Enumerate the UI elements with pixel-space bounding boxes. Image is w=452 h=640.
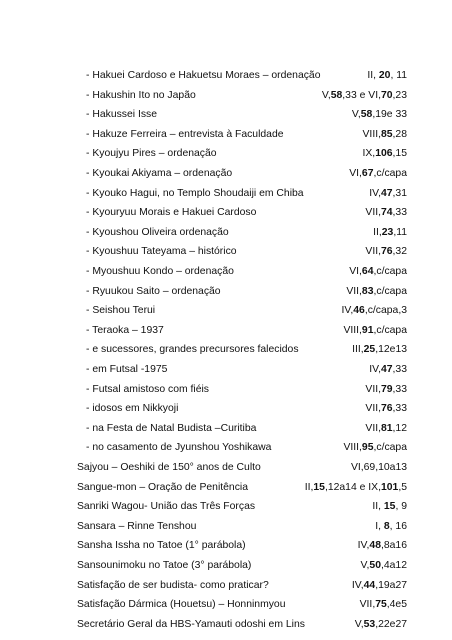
reference-text: VII, <box>365 403 381 415</box>
reference-text: IV, <box>341 305 354 317</box>
index-entry <box>0 576 452 596</box>
reference-text: III, <box>352 344 364 356</box>
index-entry <box>0 478 452 498</box>
index-entry <box>0 419 452 439</box>
reference-number: 79 <box>380 383 393 395</box>
reference-text: VII, <box>365 207 381 219</box>
reference-text: ,4e5 <box>386 599 407 611</box>
reference-text: ,23 <box>392 89 407 101</box>
reference-text: IV, <box>357 540 370 552</box>
reference-number: 25 <box>363 344 376 356</box>
entry-reference <box>365 419 407 439</box>
reference-text: ,22e27 <box>375 618 407 630</box>
reference-text: ,33 e VI, <box>342 89 381 101</box>
entry-reference <box>349 164 407 184</box>
entry-reference <box>343 321 407 341</box>
reference-text: VII, <box>359 599 376 611</box>
index-entry <box>0 517 452 537</box>
entry-reference <box>365 203 407 223</box>
reference-text: ,4a12 <box>380 560 407 571</box>
index-entry <box>0 615 452 635</box>
reference-text: II, <box>372 501 384 513</box>
entry-reference <box>373 223 407 243</box>
reference-text: ,31 <box>392 187 407 199</box>
entry-label: Satisfação Dármica (Houetsu) – Honninmyou <box>77 599 286 611</box>
entry-reference <box>365 399 407 419</box>
entry-label: - em Futsal -1975 <box>86 364 168 375</box>
reference-number: 83 <box>361 285 374 297</box>
reference-number: 58 <box>330 89 343 101</box>
reference-text: ,33 <box>392 383 407 395</box>
reference-text: V, <box>360 560 370 571</box>
reference-number: 20 <box>378 70 391 81</box>
entry-label: - Kyouko Hagui, no Templo Shoudaiji em Chiba <box>86 187 304 199</box>
reference-text: , 9 <box>395 501 407 513</box>
reference-number: 58 <box>360 109 373 121</box>
entry-reference <box>365 380 407 400</box>
reference-text: VI, <box>349 168 362 179</box>
index-entry <box>0 86 452 106</box>
entry-reference <box>372 497 407 517</box>
reference-text: ,19e 33 <box>372 109 407 121</box>
entry-reference <box>355 615 407 635</box>
index-entry <box>0 536 452 556</box>
index-entry <box>0 184 452 204</box>
entry-reference <box>346 282 407 302</box>
reference-text: ,8a16 <box>380 540 407 552</box>
reference-text: VII, <box>365 246 381 258</box>
index-entry <box>0 321 452 341</box>
entry-label: Secretário Geral da HBS-Yamauti odoshi em Lins <box>77 618 305 630</box>
entry-label: Sansounimoku no Tatoe (3° parábola) <box>77 560 252 571</box>
reference-number: 23 <box>381 226 394 238</box>
reference-text: ,c/capa,3 <box>364 305 407 317</box>
reference-text: ,c/capa <box>373 324 407 336</box>
reference-number: 15 <box>383 501 396 513</box>
reference-text: VII, <box>365 422 381 434</box>
entry-label: - Seishou Terui <box>86 305 156 317</box>
reference-number: 85 <box>380 128 393 140</box>
reference-text: IX, <box>362 148 376 160</box>
entry-reference <box>361 556 407 576</box>
reference-number: 15 <box>313 481 325 493</box>
entry-reference <box>362 144 407 164</box>
reference-text: ,12a14 e IX, <box>324 481 381 493</box>
index-entry <box>0 556 452 576</box>
reference-text: ,c/capa <box>373 442 407 454</box>
entry-reference <box>351 458 407 478</box>
entry-label: - Myoushuu Kondo – ordenação <box>86 266 234 277</box>
reference-text: VI, <box>350 462 364 473</box>
reference-text: II, <box>304 481 314 493</box>
entry-label: - na Festa de Natal Budista –Curitiba <box>86 422 257 434</box>
entry-label: - Kyoushou Oliveira ordenação <box>86 226 229 238</box>
index-entry <box>0 301 452 321</box>
entry-reference <box>342 301 407 321</box>
entry-label: - no casamento de Jyunshou Yoshikawa <box>86 442 272 454</box>
index-entry <box>0 438 452 458</box>
entry-label: Sansha Issha no Tatoe (1° parábola) <box>77 540 246 552</box>
reference-number: 50 <box>369 560 381 571</box>
index-entry <box>0 458 452 478</box>
entry-label: - Ryuukou Saito – ordenação <box>86 285 221 297</box>
reference-number: 53 <box>363 618 376 630</box>
entry-label: - Futsal amistoso com fiéis <box>86 383 209 395</box>
reference-text: V, <box>321 89 331 101</box>
entry-reference <box>365 242 407 262</box>
entry-reference <box>343 438 407 458</box>
entry-reference <box>305 478 407 498</box>
entry-label: - idosos em Nikkyoji <box>86 403 179 415</box>
reference-text: VIII, <box>343 324 362 336</box>
entry-label: - Hakushin Ito no Japão <box>86 89 196 101</box>
reference-number: 91 <box>361 324 374 336</box>
reference-number: 106 <box>375 148 393 160</box>
reference-text: ,19a27 <box>375 579 407 591</box>
reference-text: ,33 <box>392 364 407 375</box>
reference-number: 47 <box>380 187 393 199</box>
entry-reference <box>367 66 407 86</box>
index-entry <box>0 164 452 184</box>
entry-label: Sanriki Wagou- União das Três Forças <box>77 501 256 513</box>
reference-number: 67 <box>361 168 374 179</box>
reference-number: 64 <box>361 266 374 277</box>
reference-number: 46 <box>353 305 365 317</box>
reference-text: V, <box>351 109 361 121</box>
reference-text: , 16 <box>389 520 407 532</box>
index-entry <box>0 262 452 282</box>
entry-label: Sajyou – Oeshiki de 150° anos de Culto <box>77 462 261 473</box>
reference-text: IV, <box>351 579 364 591</box>
index-entry <box>0 144 452 164</box>
reference-number: 48 <box>369 540 381 552</box>
reference-text: ,15 <box>392 148 407 160</box>
index-entry <box>0 497 452 517</box>
reference-text: VIII, <box>362 128 381 140</box>
index-entry <box>0 340 452 360</box>
reference-text: VII, <box>365 383 381 395</box>
entry-label: - Kyouryuu Morais e Hakuei Cardoso <box>86 207 257 219</box>
entry-reference <box>358 536 407 556</box>
entry-label: Sansara – Rinne Tenshou <box>77 520 197 532</box>
reference-text: ,33 <box>392 403 407 415</box>
entry-reference <box>363 125 408 145</box>
reference-number: 76 <box>380 246 393 258</box>
entry-label: - Kyoukai Akiyama – ordenação <box>86 168 233 179</box>
entry-label: Sangue-mon – Oração de Penitência <box>77 481 248 493</box>
index-entry <box>0 125 452 145</box>
reference-number: 75 <box>375 599 387 611</box>
reference-text: ,c/capa <box>373 285 407 297</box>
reference-text: ,32 <box>392 246 407 258</box>
reference-text: I, <box>375 520 384 532</box>
entry-label: - Hakussei Isse <box>86 109 158 121</box>
reference-text: IV, <box>369 187 381 199</box>
index-entry <box>0 595 452 615</box>
index-entry <box>0 380 452 400</box>
reference-number: 44 <box>363 579 376 591</box>
entry-reference <box>352 105 407 125</box>
reference-number: 95 <box>361 442 374 454</box>
reference-text: ,28 <box>392 128 407 140</box>
entry-label: Satisfação de ser budista- como praticar? <box>77 579 269 591</box>
index-entry <box>0 360 452 380</box>
entry-reference <box>352 576 407 596</box>
reference-text: ,c/capa <box>373 266 407 277</box>
entry-label: - Hakuei Cardoso e Hakuetsu Moraes – ordenação <box>86 70 321 81</box>
entry-reference <box>369 360 407 380</box>
entry-reference <box>369 184 407 204</box>
entry-reference <box>360 595 407 615</box>
reference-text: ,11 <box>393 226 407 238</box>
reference-number: 8 <box>383 520 390 532</box>
index-entry <box>0 242 452 262</box>
entry-reference <box>322 86 407 106</box>
reference-text: II, <box>373 226 382 238</box>
reference-text: ,33 <box>392 207 407 219</box>
reference-text: V, <box>354 618 364 630</box>
reference-number: 74 <box>380 207 393 219</box>
reference-text: ,12e13 <box>375 344 407 356</box>
reference-text: VIII, <box>343 442 362 454</box>
index-entry <box>0 282 452 302</box>
reference-number: 47 <box>380 364 393 375</box>
reference-number: 70 <box>380 89 393 101</box>
entry-label: - e sucessores, grandes precursores falecidos <box>86 344 299 356</box>
index-entry <box>0 203 452 223</box>
entry-reference <box>375 517 407 537</box>
reference-text: 69 <box>363 462 376 473</box>
reference-text: II, <box>367 70 379 81</box>
entry-label: - Teraoka – 1937 <box>86 324 164 336</box>
entry-label: - Hakuze Ferreira – entrevista à Faculdade <box>86 128 284 140</box>
reference-number: 101 <box>380 481 399 493</box>
entry-label: - Kyoujyu Pires – ordenação <box>86 148 217 160</box>
reference-text: IV, <box>369 364 381 375</box>
entry-label: - Kyoushuu Tateyama – histórico <box>86 246 237 258</box>
reference-number: 76 <box>380 403 393 415</box>
entry-reference <box>352 340 407 360</box>
index-entry <box>0 66 452 86</box>
reference-text: , 11 <box>390 70 407 81</box>
entry-reference <box>349 262 407 282</box>
reference-text: VII, <box>346 285 362 297</box>
reference-text: ,10a13 <box>375 462 407 473</box>
index-entry <box>0 223 452 243</box>
reference-text: ,5 <box>398 481 407 493</box>
index-entry <box>0 399 452 419</box>
index-entry <box>0 105 452 125</box>
reference-text: VI, <box>349 266 362 277</box>
reference-text: ,12 <box>392 422 407 434</box>
reference-text: ,c/capa <box>373 168 407 179</box>
reference-number: 81 <box>380 422 393 434</box>
